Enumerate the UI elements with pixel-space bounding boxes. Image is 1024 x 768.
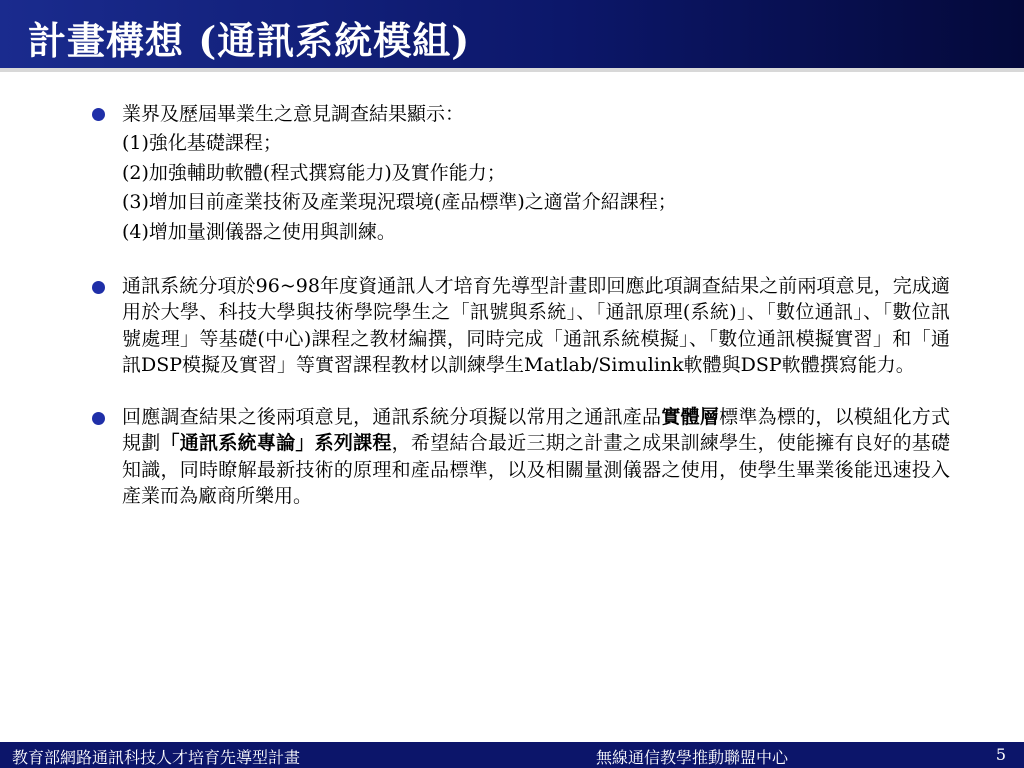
list-item: (4)增加量測儀器之使用與訓練。 bbox=[122, 220, 396, 243]
emphasis-text: 實體層 bbox=[661, 406, 720, 429]
bullet-dot-icon bbox=[92, 281, 105, 294]
footer-program-name: 教育部網路通訊科技人才培育先導型計畫 bbox=[12, 748, 301, 767]
bullet-intro: 業界及歷屆畢業生之意見調查結果顯示： bbox=[122, 103, 465, 125]
list-item: (2)加強輔助軟體(程式撰寫能力)及實作能力； bbox=[122, 161, 506, 184]
footer-center-name: 無線通信教學推動聯盟中心 bbox=[596, 748, 789, 767]
bullet-previous-work bbox=[90, 273, 950, 378]
bullet-text: 通訊系統分項於96~98年度資通訊人才培育先導型計畫即回應此項調查結果之前兩項意見，完成適用於大學、科技大學與技術學院學生之「訊號與系統」、「通訊原理(系統)」、「數位通訊」、「數位訊號處理」等基礎(中心)課程之教材編撰，同時完成「通訊系統模擬」、「數位通訊模擬實習」和「通訊DSP模擬及實習」等實習課程教材以訓練學生Matlab/Simulink軟體與DSP軟體撰寫能力。 bbox=[122, 275, 950, 376]
footer-bar bbox=[0, 742, 1024, 768]
text-run: ，希望結合最近三期之計畫之成果訓練學生，使能擁有良好的基礎知識，同時瞭解最新技術的原理和產品標準，以及相關量測儀器之使用，使學生畢業後能迅速投入產業而為廠商所樂用。 bbox=[122, 432, 950, 507]
page-number: 5 bbox=[995, 745, 1006, 764]
title-divider bbox=[0, 68, 1024, 72]
bullet-text bbox=[122, 404, 950, 509]
list-item: (1)強化基礎課程； bbox=[122, 132, 282, 155]
bullet-dot-icon bbox=[92, 108, 105, 121]
text-run: 標準為標的，以模組化方式規劃 bbox=[122, 406, 950, 455]
bullet-dot-icon bbox=[92, 412, 105, 425]
bullet-response-plan bbox=[90, 404, 950, 509]
text-run: 回應調查結果之後兩項意見，通訊系統分項擬以常用之通訊產品 bbox=[122, 406, 662, 429]
list-item: (3)增加目前產業技術及產業現況環境(產品標準)之適當介紹課程； bbox=[122, 191, 677, 214]
slide-title: 計畫構想 (通訊系統模組) bbox=[28, 18, 471, 63]
title-bar bbox=[0, 0, 1024, 68]
emphasis-text: 「通訊系統專論」系列課程 bbox=[160, 432, 392, 455]
bullet-survey-results bbox=[90, 100, 950, 247]
slide-content bbox=[90, 100, 950, 535]
